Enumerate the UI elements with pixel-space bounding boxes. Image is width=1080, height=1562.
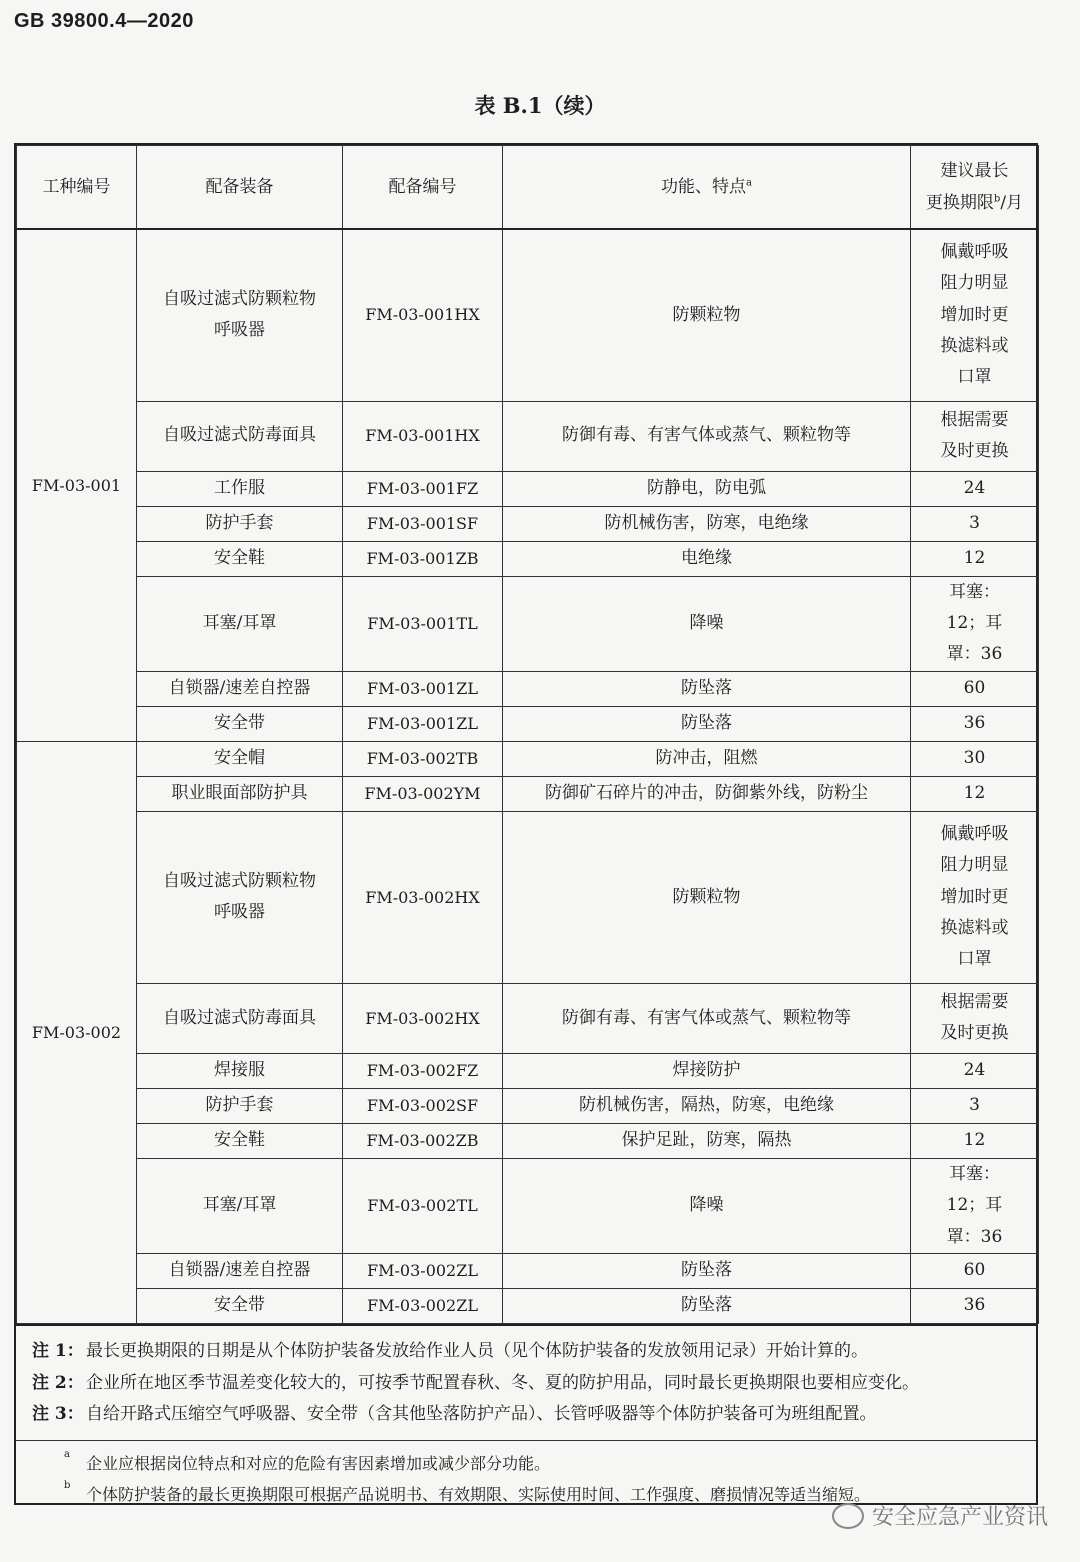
equip-code-cell: FM-03-002SF bbox=[343, 1088, 503, 1123]
table-row bbox=[17, 541, 1039, 576]
equip-code-cell: FM-03-001SF bbox=[343, 506, 503, 541]
equip-code-cell: FM-03-001ZB bbox=[343, 541, 503, 576]
equip-code-cell: FM-03-001ZL bbox=[343, 706, 503, 741]
period-cell: 佩戴呼吸阻力明显增加时更换滤料或口罩 bbox=[911, 811, 1039, 983]
header-period-line1: 建议最长 bbox=[940, 160, 1009, 181]
period-cell: 30 bbox=[911, 741, 1039, 776]
note-2 bbox=[32, 1368, 1022, 1399]
table-row bbox=[17, 811, 1039, 983]
equipment-cell: 耳塞/耳罩 bbox=[137, 576, 343, 671]
table-row bbox=[17, 671, 1039, 706]
period-cell: 根据需要及时更换 bbox=[911, 983, 1039, 1053]
equipment-cell: 安全带 bbox=[137, 706, 343, 741]
header-equip-code: 配备编号 bbox=[343, 146, 503, 230]
equipment-cell: 工作服 bbox=[137, 471, 343, 506]
equipment-cell: 自吸过滤式防颗粒物呼吸器 bbox=[137, 229, 343, 401]
period-cell: 60 bbox=[911, 1254, 1039, 1289]
table-row bbox=[17, 1289, 1039, 1324]
equip-code-cell: FM-03-002ZL bbox=[343, 1254, 503, 1289]
table-body bbox=[17, 229, 1039, 1324]
table-row bbox=[17, 1254, 1039, 1289]
features-cell: 降噪 bbox=[503, 576, 911, 671]
equipment-cell: 自吸过滤式防颗粒物呼吸器 bbox=[137, 811, 343, 983]
footnote-mark: a bbox=[64, 1449, 70, 1461]
equip-code-cell: FM-03-002ZL bbox=[343, 1289, 503, 1324]
header-equipment: 配备装备 bbox=[137, 146, 343, 230]
watermark-text: 安全应急产业资讯 bbox=[871, 1505, 1048, 1530]
wechat-icon bbox=[832, 1503, 864, 1529]
features-cell: 降噪 bbox=[503, 1158, 911, 1253]
equip-code-cell: FM-03-001ZL bbox=[343, 671, 503, 706]
period-cell: 12 bbox=[911, 541, 1039, 576]
note-label: 注 1： bbox=[32, 1341, 84, 1362]
table-header-row bbox=[17, 146, 1039, 230]
period-cell: 根据需要及时更换 bbox=[911, 401, 1039, 471]
period-cell: 24 bbox=[911, 1053, 1039, 1088]
equipment-cell: 焊接服 bbox=[137, 1053, 343, 1088]
features-cell: 防颗粒物 bbox=[503, 229, 911, 401]
table-row bbox=[17, 1123, 1039, 1158]
equipment-table bbox=[16, 145, 1039, 1324]
period-cell: 36 bbox=[911, 1289, 1039, 1324]
features-cell: 防冲击，阻燃 bbox=[503, 741, 911, 776]
table-row bbox=[17, 506, 1039, 541]
period-cell: 耳塞：12；耳罩：36 bbox=[911, 1158, 1039, 1253]
note-text: 最长更换期限的日期是从个体防护装备发放给作业人员（见个体防护装备的发放领用记录）开始计算的。 bbox=[86, 1341, 868, 1362]
equip-code-cell: FM-03-002TL bbox=[343, 1158, 503, 1253]
equipment-cell: 自锁器/速差自控器 bbox=[137, 671, 343, 706]
note-text: 企业所在地区季节温差变化较大的，可按季节配置春秋、冬、夏的防护用品，同时最长更换期限也要相应变化。 bbox=[86, 1372, 919, 1393]
features-cell: 防坠落 bbox=[503, 671, 911, 706]
table-row bbox=[17, 983, 1039, 1053]
features-cell: 防颗粒物 bbox=[503, 811, 911, 983]
header-period-unit: /月 bbox=[1000, 193, 1024, 213]
period-cell: 12 bbox=[911, 776, 1039, 811]
features-cell: 保护足趾，防寒，隔热 bbox=[503, 1123, 911, 1158]
footnote-mark: b bbox=[64, 1479, 71, 1491]
equipment-cell: 安全带 bbox=[137, 1289, 343, 1324]
standard-number: GB 39800.4—2020 bbox=[14, 10, 194, 32]
features-cell: 防坠落 bbox=[503, 706, 911, 741]
equip-code-cell: FM-03-002FZ bbox=[343, 1053, 503, 1088]
table-row bbox=[17, 401, 1039, 471]
equip-code-cell: FM-03-001HX bbox=[343, 229, 503, 401]
table-row bbox=[17, 229, 1039, 401]
equip-code-cell: FM-03-001FZ bbox=[343, 471, 503, 506]
period-cell: 12 bbox=[911, 1123, 1039, 1158]
table-caption: 表 B.1（续） bbox=[474, 93, 606, 118]
job-code-cell: FM-03-002 bbox=[17, 741, 137, 1323]
equipment-cell: 防护手套 bbox=[137, 506, 343, 541]
period-cell: 36 bbox=[911, 706, 1039, 741]
period-cell: 60 bbox=[911, 671, 1039, 706]
note-label: 注 3： bbox=[32, 1404, 84, 1424]
features-cell: 防御有毒、有害气体或蒸气、颗粒物等 bbox=[503, 983, 911, 1053]
features-cell: 防机械伤害，防寒，电绝缘 bbox=[503, 506, 911, 541]
equipment-cell: 自吸过滤式防毒面具 bbox=[137, 983, 343, 1053]
features-cell: 防静电，防电弧 bbox=[503, 471, 911, 506]
period-cell: 3 bbox=[911, 1088, 1039, 1123]
table-row bbox=[17, 706, 1039, 741]
job-code-cell: FM-03-001 bbox=[17, 229, 137, 741]
note-3 bbox=[32, 1399, 1022, 1430]
equipment-cell: 职业眼面部防护具 bbox=[137, 776, 343, 811]
features-cell: 电绝缘 bbox=[503, 541, 911, 576]
equip-code-cell: FM-03-002ZB bbox=[343, 1123, 503, 1158]
table-row bbox=[17, 1053, 1039, 1088]
equipment-cell: 安全帽 bbox=[137, 741, 343, 776]
equipment-cell: 防护手套 bbox=[137, 1088, 343, 1123]
features-cell: 防机械伤害，隔热，防寒，电绝缘 bbox=[503, 1088, 911, 1123]
footnote-a bbox=[64, 1449, 1022, 1479]
features-cell: 焊接防护 bbox=[503, 1053, 911, 1088]
footnote-mark-b: b bbox=[993, 193, 1001, 205]
period-cell: 3 bbox=[911, 506, 1039, 541]
equipment-cell: 安全鞋 bbox=[137, 541, 343, 576]
table-row bbox=[17, 1158, 1039, 1253]
period-cell: 耳塞：12；耳罩：36 bbox=[911, 576, 1039, 671]
header-job-code: 工种编号 bbox=[17, 146, 137, 230]
equipment-cell: 自锁器/速差自控器 bbox=[137, 1254, 343, 1289]
table-row bbox=[17, 471, 1039, 506]
footnote-text: 企业应根据岗位特点和对应的危险有害因素增加或减少部分功能。 bbox=[86, 1454, 551, 1474]
table-row bbox=[17, 1088, 1039, 1123]
period-cell: 佩戴呼吸阻力明显增加时更换滤料或口罩 bbox=[911, 229, 1039, 401]
features-cell: 防御矿石碎片的冲击，防御紫外线，防粉尘 bbox=[503, 776, 911, 811]
notes-section bbox=[16, 1324, 1036, 1430]
equipment-cell: 耳塞/耳罩 bbox=[137, 1158, 343, 1253]
equipment-cell: 安全鞋 bbox=[137, 1123, 343, 1158]
footnote-mark-a: a bbox=[746, 177, 752, 189]
equip-code-cell: FM-03-002HX bbox=[343, 983, 503, 1053]
footnote-text: 个体防护装备的最长更换期限可根据产品说明书、有效期限、实际使用时间、工作强度、磨损情况等适当缩短。 bbox=[86, 1484, 871, 1504]
equip-code-cell: FM-03-001HX bbox=[343, 401, 503, 471]
table-row bbox=[17, 776, 1039, 811]
table-frame bbox=[14, 143, 1038, 1505]
note-1 bbox=[32, 1336, 1022, 1367]
equip-code-cell: FM-03-001TL bbox=[343, 576, 503, 671]
watermark bbox=[832, 1500, 1048, 1531]
header-period-line2: 更换期限 bbox=[925, 193, 994, 213]
note-text: 自给开路式压缩空气呼吸器、安全带（含其他坠落防护产品）、长管呼吸器等个体防护装备可为班组配置。 bbox=[86, 1404, 877, 1424]
equip-code-cell: FM-03-002HX bbox=[343, 811, 503, 983]
features-cell: 防御有毒、有害气体或蒸气、颗粒物等 bbox=[503, 401, 911, 471]
header-features-label: 功能、特点 bbox=[661, 176, 747, 197]
equipment-cell: 自吸过滤式防毒面具 bbox=[137, 401, 343, 471]
features-cell: 防坠落 bbox=[503, 1254, 911, 1289]
header-period bbox=[911, 146, 1039, 230]
note-label: 注 2： bbox=[32, 1372, 84, 1393]
table-row bbox=[17, 741, 1039, 776]
table-row bbox=[17, 576, 1039, 671]
period-cell: 24 bbox=[911, 471, 1039, 506]
equip-code-cell: FM-03-002TB bbox=[343, 741, 503, 776]
features-cell: 防坠落 bbox=[503, 1289, 911, 1324]
equip-code-cell: FM-03-002YM bbox=[343, 776, 503, 811]
header-features bbox=[503, 146, 911, 230]
